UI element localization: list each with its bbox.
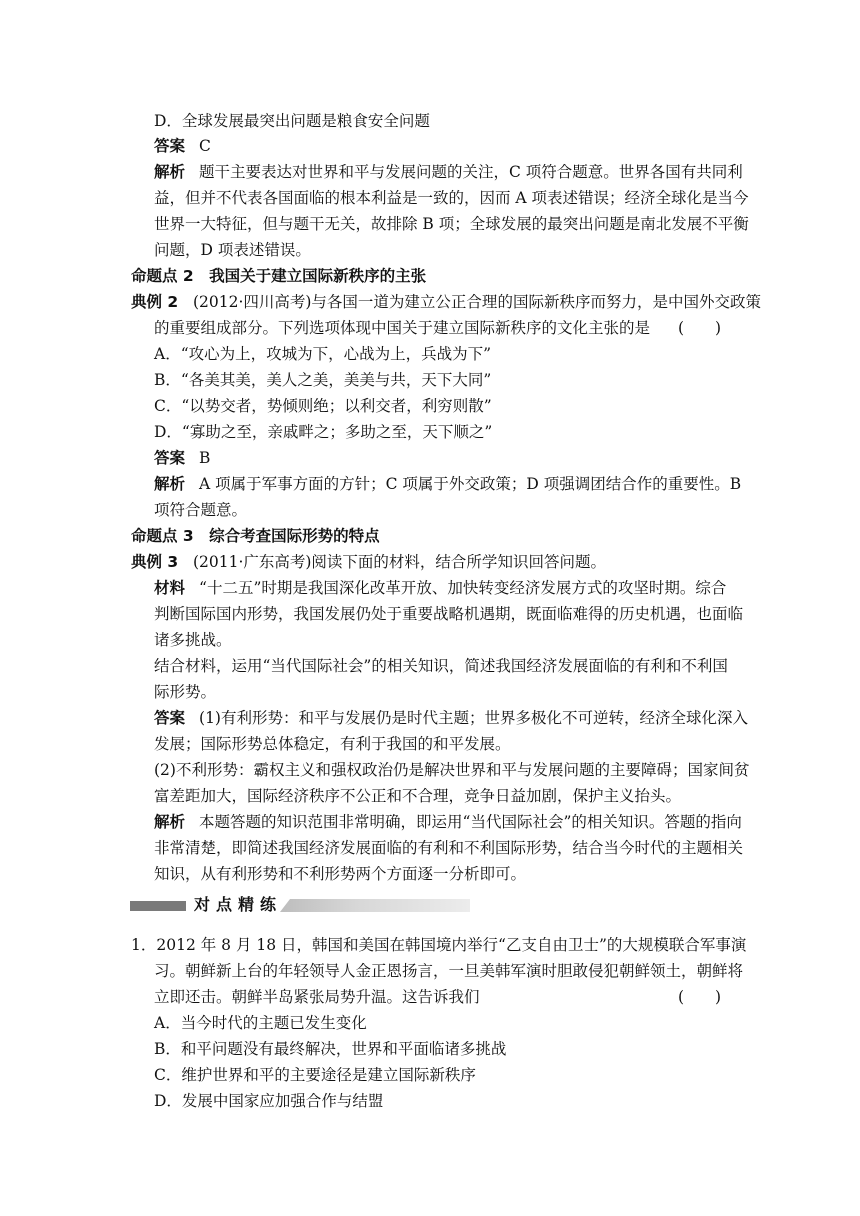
answer-blank-paren: ( ) — [678, 319, 722, 337]
option-d-line: D．全球发展最突出问题是粮食安全问题 — [154, 112, 430, 130]
answer-label: 答案 — [154, 449, 186, 467]
banner-dark-bar — [130, 901, 186, 911]
explanation-3-line1 — [154, 809, 742, 835]
question-3-line2: 际形势。 — [154, 683, 217, 701]
answer-label: 答案 — [154, 709, 186, 727]
example-label: 典例 3 — [131, 553, 179, 571]
explanation-label: 解析 — [154, 163, 186, 181]
answer-3-line4: 富差距加大，国际经济秩序不公正和不合理，竞争日益加剧，保护主义抬头。 — [154, 787, 682, 805]
option-b: B．“各美其美，美人之美，美美与共，天下大同” — [154, 371, 492, 389]
material-label: 材料 — [154, 579, 186, 597]
answer-label: 答案 — [154, 137, 186, 155]
explanation-3-line3: 知识，从有利形势和不利形势两个方面逐一分析即可。 — [154, 865, 527, 883]
banner-gradient-bar — [280, 899, 470, 912]
example-label: 典例 2 — [131, 293, 179, 311]
question-3-line1: 结合材料，运用“当代国际社会”的相关知识，简述我国经济发展面临的有利和不利国 — [154, 657, 728, 675]
q1-option-c: C．维护世界和平的主要途径是建立国际新秩序 — [154, 1066, 476, 1084]
example-2-line1 — [131, 289, 761, 315]
example-text: (2012·四川高考)与各国一道为建立公正合理的国际新秩序而努力，是中国外交政策 — [192, 293, 761, 311]
section-heading-point3: 命题点 3 综合考查国际形势的特点 — [131, 527, 380, 545]
answer-3-line3: (2)不利形势：霸权主义和强权政治仍是解决世界和平与发展问题的主要障碍；国家间贫 — [154, 761, 750, 779]
answer-blank-paren: ( ) — [678, 988, 722, 1006]
answer-text: (1)有利形势：和平与发展仍是时代主题；世界多极化不可逆转，经济全球化深入 — [199, 709, 748, 727]
option-c: C．“以势交者，势倾则绝；以利交者，利穷则散” — [154, 397, 492, 415]
explanation-1-line3: 世界一大特征，但与题干无关，故排除 B 项；全球发展的最突出问题是南北发展不平衡 — [154, 215, 749, 233]
example-text: (2011·广东高考)阅读下面的材料，结合所学知识回答问题。 — [192, 553, 606, 571]
q1-option-b: B．和平问题没有最终解决，世界和平面临诸多挑战 — [154, 1040, 507, 1058]
q1-option-a: A．当今时代的主题已发生变化 — [154, 1014, 367, 1032]
explanation-3-line2: 非常清楚，即简述我国经济发展面临的有利和不利国际形势，结合当今时代的主题相关 — [154, 839, 744, 857]
explanation-2-line2: 项符合题意。 — [154, 501, 248, 519]
answer-value: B — [199, 449, 211, 467]
explanation-2-line1 — [154, 471, 741, 497]
material-line1 — [154, 575, 726, 601]
answer-value: C — [199, 137, 211, 155]
explanation-text: 本题答题的知识范围非常明确，即运用“当代国际社会”的相关知识。答题的指向 — [199, 813, 742, 831]
option-d: D．“寡助之至，亲戚畔之；多助之至，天下顺之” — [154, 423, 493, 441]
example-2-line2: 的重要组成部分。下列选项体现中国关于建立国际新秩序的文化主张的是 — [154, 319, 651, 337]
q1-option-d: D．发展中国家应加强合作与结盟 — [154, 1092, 384, 1110]
material-text: “十二五”时期是我国深化改革开放、加快转变经济发展方式的攻坚时期。综合 — [199, 579, 727, 597]
answer-1 — [154, 133, 211, 159]
question-1-line1: 1．2012 年 8 月 18 日，韩国和美国在韩国境内举行“乙支自由卫士”的大规模联合军事演 — [131, 936, 747, 954]
section-heading-point2: 命题点 2 我国关于建立国际新秩序的主张 — [131, 267, 427, 285]
explanation-text: 题干主要表达对世界和平与发展问题的关注，C 项符合题意。世界各国有共同利 — [199, 163, 743, 181]
explanation-1-line2: 益，但并不代表各国面临的根本利益是一致的，因而 A 项表述错误；经济全球化是当今 — [154, 189, 749, 207]
option-a: A．“攻心为上，攻城为下，心战为上，兵战为下” — [154, 345, 492, 363]
explanation-label: 解析 — [154, 475, 186, 493]
answer-3-line2: 发展；国际形势总体稳定，有利于我国的和平发展。 — [154, 735, 511, 753]
answer-3-line1 — [154, 705, 748, 731]
banner-title: 对点精练 — [194, 895, 283, 914]
explanation-label: 解析 — [154, 813, 186, 831]
answer-2 — [154, 445, 210, 471]
material-line3: 诸多挑战。 — [154, 631, 232, 649]
material-line2: 判断国际国内形势，我国发展仍处于重要战略机遇期，既面临难得的历史机遇，也面临 — [154, 605, 744, 623]
practice-section-banner — [130, 892, 470, 918]
explanation-text: A 项属于军事方面的方针；C 项属于外交政策；D 项强调团结合作的重要性。B — [199, 475, 742, 493]
explanation-1-line4: 问题，D 项表述错误。 — [154, 241, 311, 259]
explanation-1-line1 — [154, 159, 743, 185]
question-1-line2: 习。朝鲜新上台的年轻领导人金正恩扬言，一旦美韩军演时胆敢侵犯朝鲜领土，朝鲜将 — [154, 962, 744, 980]
example-3-line1 — [131, 549, 606, 575]
question-1-line3: 立即还击。朝鲜半岛紧张局势升温。这告诉我们 — [154, 988, 480, 1006]
